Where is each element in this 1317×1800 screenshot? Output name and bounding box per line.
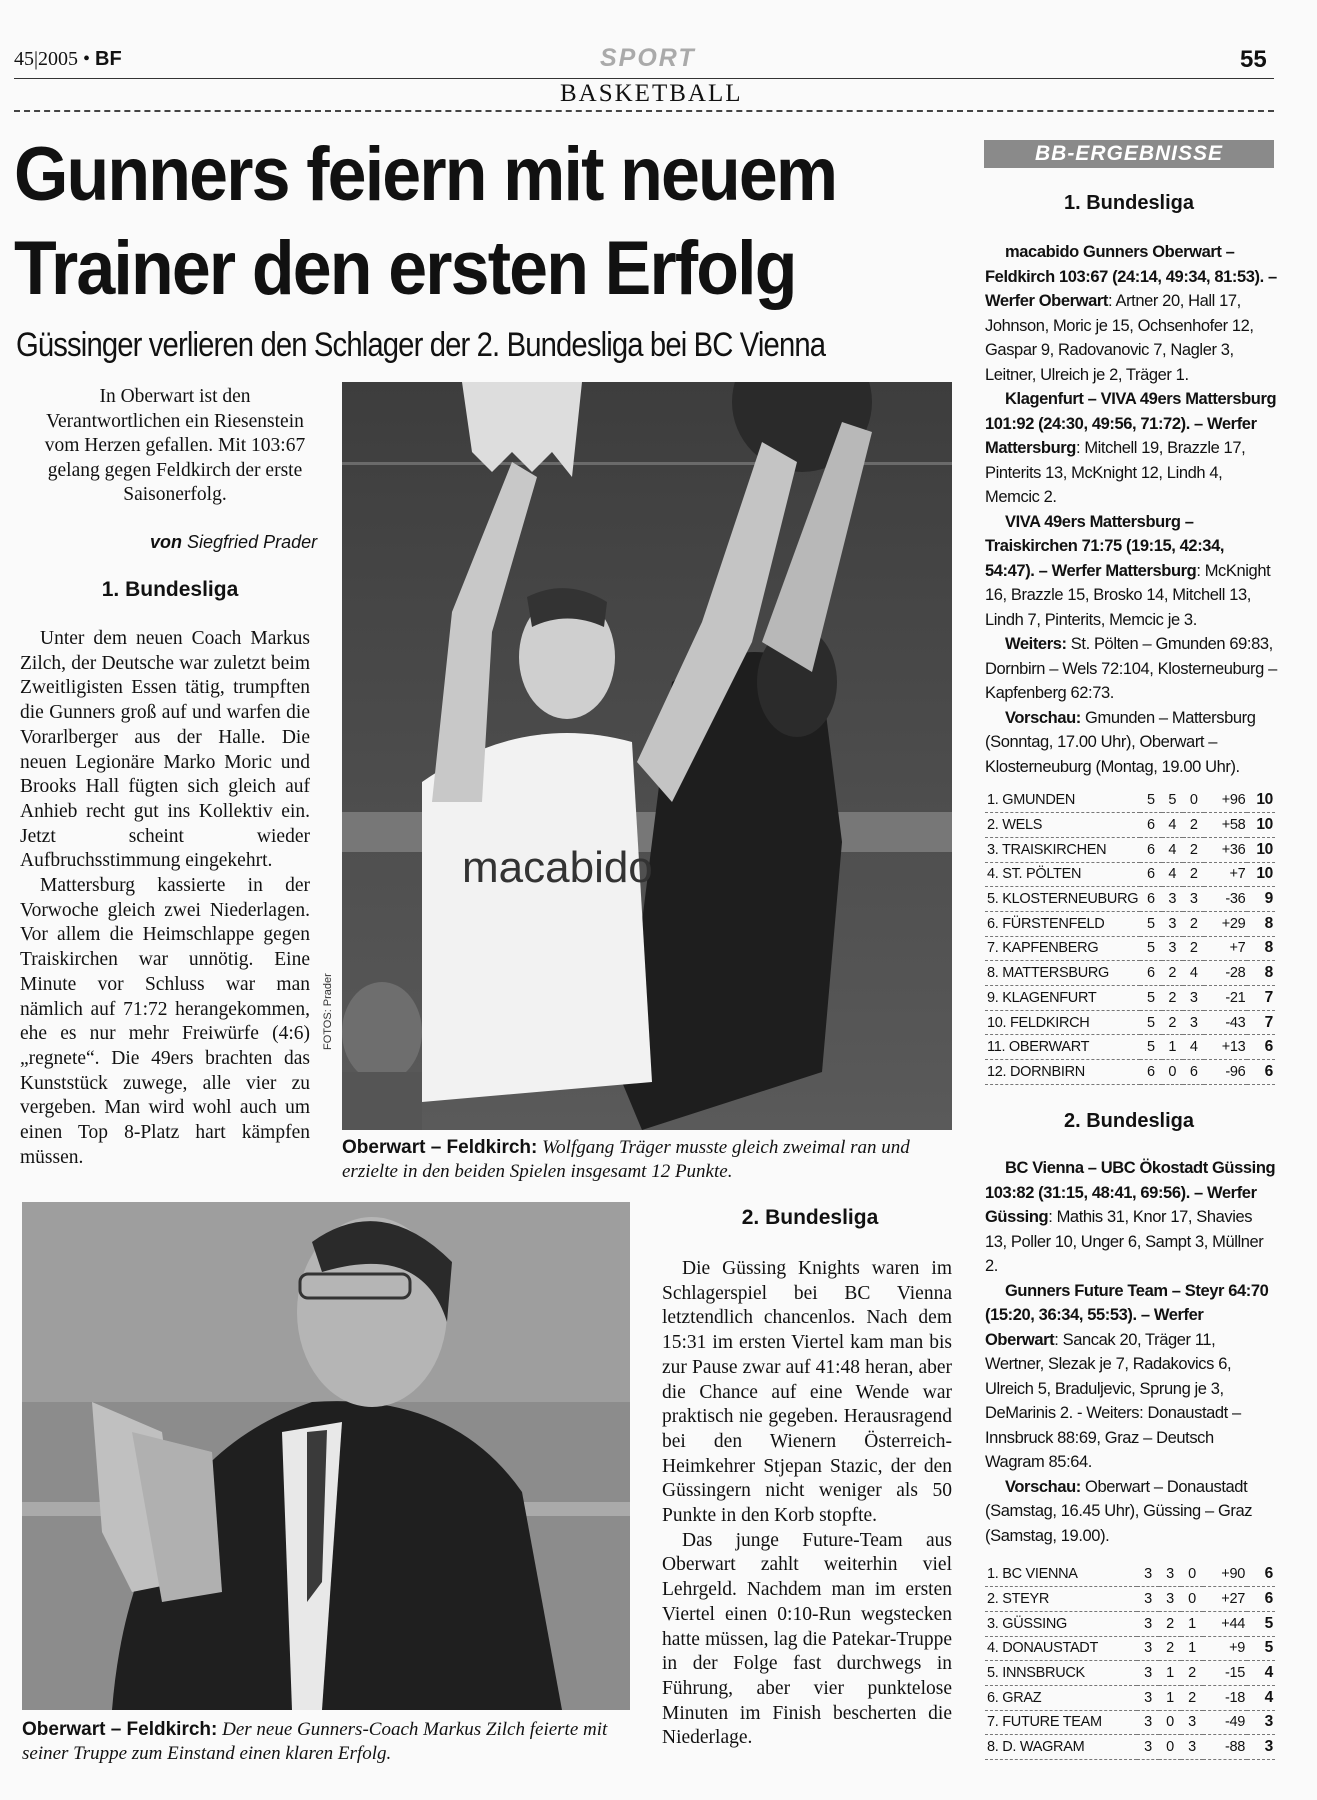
standings-pts: 10 xyxy=(1247,862,1275,887)
league-2-standings xyxy=(985,1562,1275,1760)
standings-pts: 10 xyxy=(1247,813,1275,838)
subheadline: Güssinger verlieren den Schlager der 2. Bundesliga bei BC Vienna xyxy=(16,326,826,364)
standings-team: 1. GMUNDEN xyxy=(985,788,1140,813)
standings-row xyxy=(985,1587,1275,1612)
standings-g: 3 xyxy=(1137,1587,1159,1612)
standings-team: 10. FELDKIRCH xyxy=(985,1010,1140,1035)
result-entry: Vorschau: Oberwart – Donaustadt (Samstag, 16.45 Uhr), Güssing – Graz (Samstag, 19.00). xyxy=(985,1477,1253,1545)
section-title-bundesliga-1: 1. Bundesliga xyxy=(101,578,239,601)
standings-pts: 8 xyxy=(1247,961,1275,986)
article-body-2 xyxy=(662,1257,952,1751)
standings-pts: 8 xyxy=(1247,911,1275,936)
standings-row xyxy=(985,887,1275,912)
standings-l: 3 xyxy=(1183,1010,1204,1035)
standings-g: 5 xyxy=(1140,1035,1161,1060)
standings-w: 1 xyxy=(1162,1035,1183,1060)
standings-pts: 5 xyxy=(1247,1636,1275,1661)
standings-diff: +13 xyxy=(1204,1035,1247,1060)
standings-l: 6 xyxy=(1183,1060,1204,1085)
headline-line-2: Trainer den ersten Erfolg xyxy=(14,226,796,311)
photo-caption-1: Oberwart – Feldkirch: Wolfgang Träger musste gleich zweimal ran und erzielte in den beiden Spielen insgesamt 12 Punkte. xyxy=(342,1137,910,1182)
standings-l: 0 xyxy=(1183,788,1204,813)
standings-diff: -18 xyxy=(1203,1685,1247,1710)
paragraph: Die Güssing Knights waren im Schlagerspiel bei BC Vienna letztendlich chancenlos. Nach dem 15:31 im ersten Viertel kam man bis zur Pause zwar auf 41:48 heran, aber die Chance auf eine Wende war praktisch nie gegeben. Herausragend bei den Wienern Österreich-Heimkehrer Stjepan Stazic, der den Güssingern nicht weniger als 50 Punkte in den Korb stopfte. xyxy=(662,1258,952,1527)
standings-row xyxy=(985,862,1275,887)
standings-g: 5 xyxy=(1140,911,1161,936)
standings-team: 6. GRAZ xyxy=(985,1685,1137,1710)
standings-row xyxy=(985,986,1275,1011)
league-1-results xyxy=(985,240,1277,779)
standings-w: 4 xyxy=(1162,862,1183,887)
rubric-label: BASKETBALL xyxy=(560,80,743,107)
standings-l: 1 xyxy=(1181,1611,1203,1636)
standings-row xyxy=(985,837,1275,862)
standings-l: 4 xyxy=(1183,961,1204,986)
standings-l: 0 xyxy=(1181,1562,1203,1587)
standings-w: 3 xyxy=(1159,1587,1181,1612)
standings-team: 6. FÜRSTENFELD xyxy=(985,911,1140,936)
coach-photo xyxy=(22,1202,630,1710)
standings-row xyxy=(985,1661,1275,1686)
standings-team: 2. STEYR xyxy=(985,1587,1137,1612)
standings-pts: 6 xyxy=(1247,1562,1275,1587)
standings-diff: -96 xyxy=(1204,1060,1247,1085)
standings-pts: 10 xyxy=(1247,837,1275,862)
standings-team: 2. WELS xyxy=(985,813,1140,838)
standings-row xyxy=(985,1035,1275,1060)
standings-team: 3. GÜSSING xyxy=(985,1611,1137,1636)
standings-w: 5 xyxy=(1162,788,1183,813)
standings-g: 3 xyxy=(1137,1710,1159,1735)
standings-l: 2 xyxy=(1183,813,1204,838)
standings-team: 9. KLAGENFURT xyxy=(985,986,1140,1011)
standings-diff: +29 xyxy=(1204,911,1247,936)
photo-credit: FOTOS: Prader xyxy=(322,973,334,1050)
photo-illustration xyxy=(342,382,952,1130)
standings-pts: 6 xyxy=(1247,1060,1275,1085)
standings-diff: -15 xyxy=(1203,1661,1247,1686)
coach-illustration xyxy=(22,1202,630,1710)
standings-w: 0 xyxy=(1162,1060,1183,1085)
standings-pts: 4 xyxy=(1247,1661,1275,1686)
issue-label: 45|2005 • BF xyxy=(14,48,122,70)
standings-diff: +9 xyxy=(1203,1636,1247,1661)
result-entry: Weiters: St. Pölten – Gmunden 69:83, Dornbirn – Wels 72:104, Klosterneuburg – Kapfenberg 62:73. xyxy=(985,635,1277,702)
standings-team: 11. OBERWART xyxy=(985,1035,1140,1060)
publication-label: BF xyxy=(95,48,122,70)
standings-w: 4 xyxy=(1162,813,1183,838)
standings-team: 8. MATTERSBURG xyxy=(985,961,1140,986)
headline xyxy=(14,128,897,316)
standings-row xyxy=(985,1685,1275,1710)
standings-l: 3 xyxy=(1183,986,1204,1011)
standings-g: 6 xyxy=(1140,837,1161,862)
paragraph: Mattersburg kassierte in der Vorwoche gleich zwei Niederlagen. Vor allem die Heimschlappe gegen Traiskirchen war unnötig. Eine Minute vor Schluss war man nämlich auf 71:72 herangekommen, ehe es nur mehr Freiwürfe (4:6) „regnete“. Die 49ers brachten das Kunststück zuwege, alle vier zu vergeben. Man wird wohl auch um einen Top 8-Platz hart kämpfen müssen. xyxy=(20,875,310,1168)
section-label: SPORT xyxy=(600,44,696,72)
standings-w: 3 xyxy=(1159,1562,1181,1587)
standings-row xyxy=(985,961,1275,986)
standings-g: 6 xyxy=(1140,961,1161,986)
standings-team: 4. DONAUSTADT xyxy=(985,1636,1137,1661)
standings-g: 6 xyxy=(1140,1060,1161,1085)
standings-diff: -21 xyxy=(1204,986,1247,1011)
standings-team: 7. FUTURE TEAM xyxy=(985,1710,1137,1735)
standings-team: 5. KLOSTERNEUBURG xyxy=(985,887,1140,912)
headline-line-1: Gunners feiern mit neuem xyxy=(14,132,837,217)
standings-row xyxy=(985,1636,1275,1661)
standings-l: 3 xyxy=(1181,1710,1203,1735)
standings-pts: 6 xyxy=(1247,1587,1275,1612)
standings-row xyxy=(985,1735,1275,1760)
standings-diff: +36 xyxy=(1204,837,1247,862)
result-entry: BC Vienna – UBC Ökostadt Güssing 103:82 (31:15, 48:41, 69:56). – Werfer Güssing: Mathis 31, Knor 17, Shavies 13, Poller 10, Unger 6, Sampt 3, Müllner 2. xyxy=(985,1159,1276,1275)
result-entry: Vorschau: Gmunden – Mattersburg (Sonntag, 17.00 Uhr), Oberwart – Klosterneuburg (Montag, 19.00 Uhr). xyxy=(985,708,1256,776)
standings-row xyxy=(985,1562,1275,1587)
standings-row xyxy=(985,936,1275,961)
league-1-standings xyxy=(985,788,1275,1085)
standings-team: 3. TRAISKIRCHEN xyxy=(985,837,1140,862)
paragraph: Das junge Future-Team aus Oberwart zahlt weiterhin viel Lehrgeld. Nachdem man im ersten Viertel einen 0:10-Run wegstecken hatte müssen, lag die Patekar-Truppe in der Folge fast durchwegs in Führung, aber vier punktelose Minuten im Finish bescherten die Niederlage. xyxy=(662,1529,952,1749)
league-2-results xyxy=(985,1156,1277,1548)
standings-g: 3 xyxy=(1137,1611,1159,1636)
standings-g: 3 xyxy=(1137,1562,1159,1587)
result-entry: Gunners Future Team – Steyr 64:70 (15:20, 36:34, 55:53). – Werfer Oberwart: Sancak 20, Träger 11, Wertner, Slezak je 7, Radakovics 6, Ulreich 5, Braduljevic, Sprung je 3, DeMarinis 2. - Weiters: Donaustadt – Innsbruck 88:69, Graz – Deutsch Wagram 85:64. xyxy=(985,1281,1269,1471)
standings-row xyxy=(985,788,1275,813)
standings-w: 1 xyxy=(1159,1661,1181,1686)
standings-w: 0 xyxy=(1159,1710,1181,1735)
standings-l: 2 xyxy=(1183,862,1204,887)
league-1-title: 1. Bundesliga xyxy=(1063,192,1195,214)
standings-l: 3 xyxy=(1181,1735,1203,1760)
standings-w: 1 xyxy=(1159,1685,1181,1710)
standings-g: 3 xyxy=(1137,1685,1159,1710)
paragraph: Unter dem neuen Coach Markus Zilch, der Deutsche war zuletzt beim Zweitligisten Essen tätig, trumpften die Gunners groß auf und warfen die Vorarlberger aus der Halle. Die neuen Legionäre Marko Moric und Brooks Hall fügten sich gleich auf Anhieb recht gut ins Kollektiv ein. Jetzt scheint wieder Aufbruchsstimmung eingekehrt. xyxy=(20,628,310,872)
standings-l: 1 xyxy=(1181,1636,1203,1661)
standings-team: 7. KAPFENBERG xyxy=(985,936,1140,961)
standings-diff: +90 xyxy=(1203,1562,1247,1587)
standings-row xyxy=(985,813,1275,838)
standings-pts: 3 xyxy=(1247,1710,1275,1735)
standings-diff: +7 xyxy=(1204,862,1247,887)
standings-w: 3 xyxy=(1162,911,1183,936)
result-entry: VIVA 49ers Mattersburg – Traiskirchen 71:75 (19:15, 42:34, 54:47). – Werfer Mattersburg: McKnight 16, Brazzle 15, Brosko 14, Mitchell 13, Lindh 7, Pinterits, Memcic je 3. xyxy=(985,512,1271,629)
result-entry: Klagenfurt – VIVA 49ers Mattersburg 101:92 (24:30, 49:56, 71:72). – Werfer Mattersburg: Mitchell 19, Brazzle 17, Pinterits 13, McKnight 12, Lindh 4, Memcic 2. xyxy=(985,390,1277,506)
lead-paragraph: In Oberwart ist den Verantwortlichen ein Riesenstein vom Herzen gefallen. Mit 103:67 gelang gegen Feldkirch der erste Saisonerfolg. xyxy=(44,386,306,505)
standings-pts: 10 xyxy=(1247,788,1275,813)
standings-team: 1. BC VIENNA xyxy=(985,1562,1137,1587)
standings-pts: 7 xyxy=(1247,986,1275,1011)
standings-diff: +27 xyxy=(1203,1587,1247,1612)
standings-diff: -43 xyxy=(1204,1010,1247,1035)
standings-l: 2 xyxy=(1181,1685,1203,1710)
standings-row xyxy=(985,1060,1275,1085)
standings-g: 5 xyxy=(1140,1010,1161,1035)
standings-w: 0 xyxy=(1159,1735,1181,1760)
standings-diff: -88 xyxy=(1203,1735,1247,1760)
photo-caption-2: Oberwart – Feldkirch: Der neue Gunners-Coach Markus Zilch feierte mit seiner Truppe zum Einstand einen klaren Erfolg. xyxy=(22,1719,608,1764)
standings-g: 6 xyxy=(1140,887,1161,912)
standings-diff: +58 xyxy=(1204,813,1247,838)
standings-l: 2 xyxy=(1183,837,1204,862)
standings-g: 3 xyxy=(1137,1636,1159,1661)
standings-diff: -49 xyxy=(1203,1710,1247,1735)
article-body-1 xyxy=(20,627,310,1170)
standings-l: 2 xyxy=(1181,1661,1203,1686)
jersey-text: macabido xyxy=(462,843,653,892)
section-title-bundesliga-2: 2. Bundesliga xyxy=(741,1206,879,1229)
standings-pts: 6 xyxy=(1247,1035,1275,1060)
standings-diff: -36 xyxy=(1204,887,1247,912)
standings-g: 5 xyxy=(1140,788,1161,813)
standings-l: 2 xyxy=(1183,936,1204,961)
standings-w: 2 xyxy=(1162,961,1183,986)
standings-team: 12. DORNBIRN xyxy=(985,1060,1140,1085)
standings-pts: 9 xyxy=(1247,887,1275,912)
results-banner: BB-ERGEBNISSE xyxy=(984,140,1274,168)
header-rule xyxy=(14,78,1274,79)
league-2-title: 2. Bundesliga xyxy=(1063,1110,1195,1132)
standings-w: 3 xyxy=(1162,936,1183,961)
standings-team: 4. ST. PÖLTEN xyxy=(985,862,1140,887)
standings-pts: 3 xyxy=(1247,1735,1275,1760)
page-number: 55 xyxy=(1240,46,1267,73)
standings-l: 4 xyxy=(1183,1035,1204,1060)
standings-l: 0 xyxy=(1181,1587,1203,1612)
standings-pts: 4 xyxy=(1247,1685,1275,1710)
standings-w: 4 xyxy=(1162,837,1183,862)
standings-w: 2 xyxy=(1162,1010,1183,1035)
standings-diff: +44 xyxy=(1203,1611,1247,1636)
standings-w: 3 xyxy=(1162,887,1183,912)
basketball-action-photo xyxy=(342,382,952,1130)
standings-row xyxy=(985,911,1275,936)
standings-w: 2 xyxy=(1159,1611,1181,1636)
header-dashed-rule xyxy=(14,110,1274,112)
standings-g: 3 xyxy=(1137,1735,1159,1760)
standings-w: 2 xyxy=(1162,986,1183,1011)
standings-g: 6 xyxy=(1140,813,1161,838)
byline: von Siegfried Prader xyxy=(150,532,318,552)
standings-row xyxy=(985,1611,1275,1636)
standings-l: 3 xyxy=(1183,887,1204,912)
standings-g: 5 xyxy=(1140,936,1161,961)
standings-l: 2 xyxy=(1183,911,1204,936)
standings-g: 6 xyxy=(1140,862,1161,887)
standings-g: 5 xyxy=(1140,986,1161,1011)
standings-team: 8. D. WAGRAM xyxy=(985,1735,1137,1760)
standings-w: 2 xyxy=(1159,1636,1181,1661)
standings-row xyxy=(985,1010,1275,1035)
standings-team: 5. INNSBRUCK xyxy=(985,1661,1137,1686)
standings-pts: 7 xyxy=(1247,1010,1275,1035)
result-entry: macabido Gunners Oberwart – Feldkirch 103:67 (24:14, 49:34, 81:53). – Werfer Oberwart: Artner 20, Hall 17, Johnson, Moric je 15, Ochsenhofer 12, Gaspar 9, Radovanovic 7, Nagler 3, Leitner, Ulreich je 2, Träger 1. xyxy=(985,243,1277,384)
standings-pts: 5 xyxy=(1247,1611,1275,1636)
standings-g: 3 xyxy=(1137,1661,1159,1686)
standings-diff: +7 xyxy=(1204,936,1247,961)
standings-diff: +96 xyxy=(1204,788,1247,813)
standings-row xyxy=(985,1710,1275,1735)
standings-pts: 8 xyxy=(1247,936,1275,961)
standings-diff: -28 xyxy=(1204,961,1247,986)
